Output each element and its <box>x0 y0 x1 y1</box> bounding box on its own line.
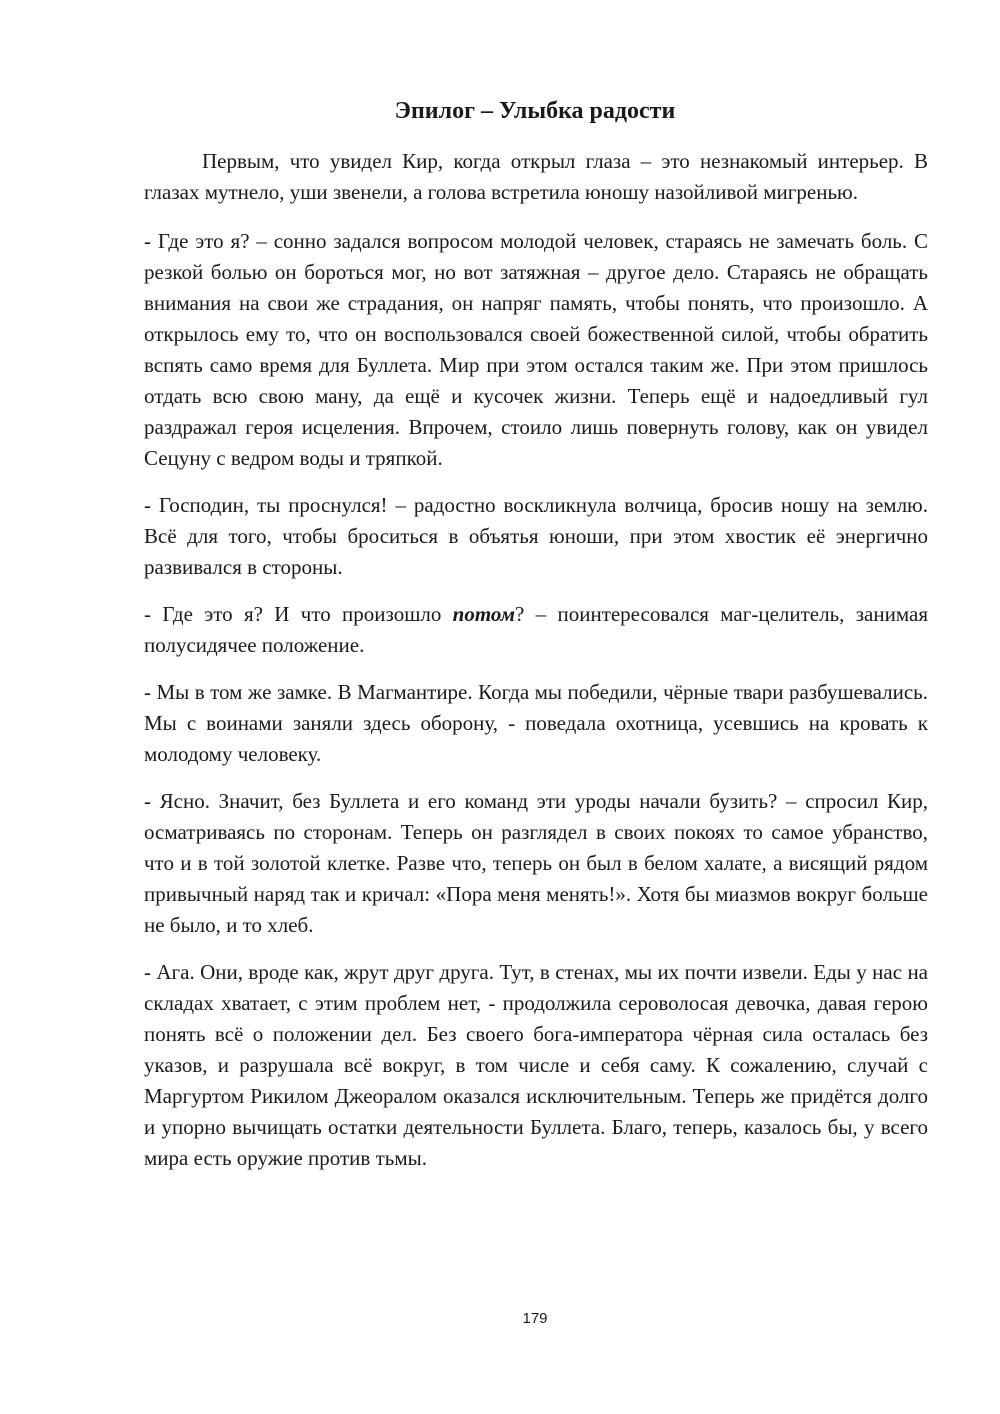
paragraph-dialogue-3-after: ? – поинтересовался маг-целитель, занимая полусидячее положение. <box>144 602 928 657</box>
chapter-title: Эпилог – Улыбка радости <box>394 98 676 124</box>
page-number: 179 <box>522 1310 548 1327</box>
emphasized-word: потом <box>452 602 515 626</box>
paragraph-dialogue-6: - Ага. Они, вроде как, жрут друг друга. Тут, в стенах, мы их почти извели. Еды у нас на складах хватает, с этим проблем нет, - продолжила сероволосая девочка, давая герою понять всё о положении дел. Без своего бога-императора чёрная сила осталась без указов, и разрушала всё вокруг, в том числе и себя саму. К сожалению, случай с Маргуртом Рикилом Джеоралом оказался исключительным. Теперь же придётся долго и упорно вычищать остатки деятельности Буллета. Благо, теперь, казалось бы, у всего мира есть оружие против тьмы. <box>144 960 928 1170</box>
paragraph-opening: Первым, что увидел Кир, когда открыл глаза – это незнакомый интерьер. В глазах мутнело, уши звенели, а голова встретила юношу назойливой мигренью. <box>144 149 928 204</box>
paragraph-dialogue-4: - Мы в том же замке. В Магмантире. Когда мы победили, чёрные твари разбушевались. Мы с воинами заняли здесь оборону, - поведала охотница, усевшись на кровать к молодому человеку. <box>144 680 928 766</box>
chapter-body <box>144 146 928 1190</box>
paragraph-dialogue-5: - Ясно. Значит, без Буллета и его команд эти уроды начали бузить? – спросил Кир, осматриваясь по сторонам. Теперь он разглядел в своих покоях то самое убранство, что и в той золотой клетке. Разве что, теперь он был в белом халате, а висящий рядом привычный наряд так и кричал: «Пора меня менять!». Хотя бы миазмов вокруг больше не было, и то хлеб. <box>144 789 928 937</box>
paragraph-dialogue-1: - Где это я? – сонно задался вопросом молодой человек, стараясь не замечать боль. С резкой болью он бороться мог, но вот затяжная – другое дело. Стараясь не обращать внимания на свои же страдания, он напряг память, чтобы понять, что произошло. А открылось ему то, что он воспользовался своей божественной силой, чтобы обратить вспять само время для Буллета. Мир при этом остался таким же. При этом пришлось отдать всю свою ману, да ещё и кусочек жизни. Теперь ещё и надоедливый гул раздражал героя исцеления. Впрочем, стоило лишь повернуть голову, как он увидел Сецуну с ведром воды и тряпкой. <box>144 229 928 470</box>
paragraph-dialogue-2: - Господин, ты проснулся! – радостно воскликнула волчица, бросив ношу на землю. Всё для того, чтобы броситься в объятья юноши, при этом хвостик её энергично развивался в стороны. <box>144 493 928 579</box>
paragraph-dialogue-3-before: - Где это я? И что произошло <box>144 602 453 626</box>
paragraph-dialogue-3 <box>144 599 928 661</box>
